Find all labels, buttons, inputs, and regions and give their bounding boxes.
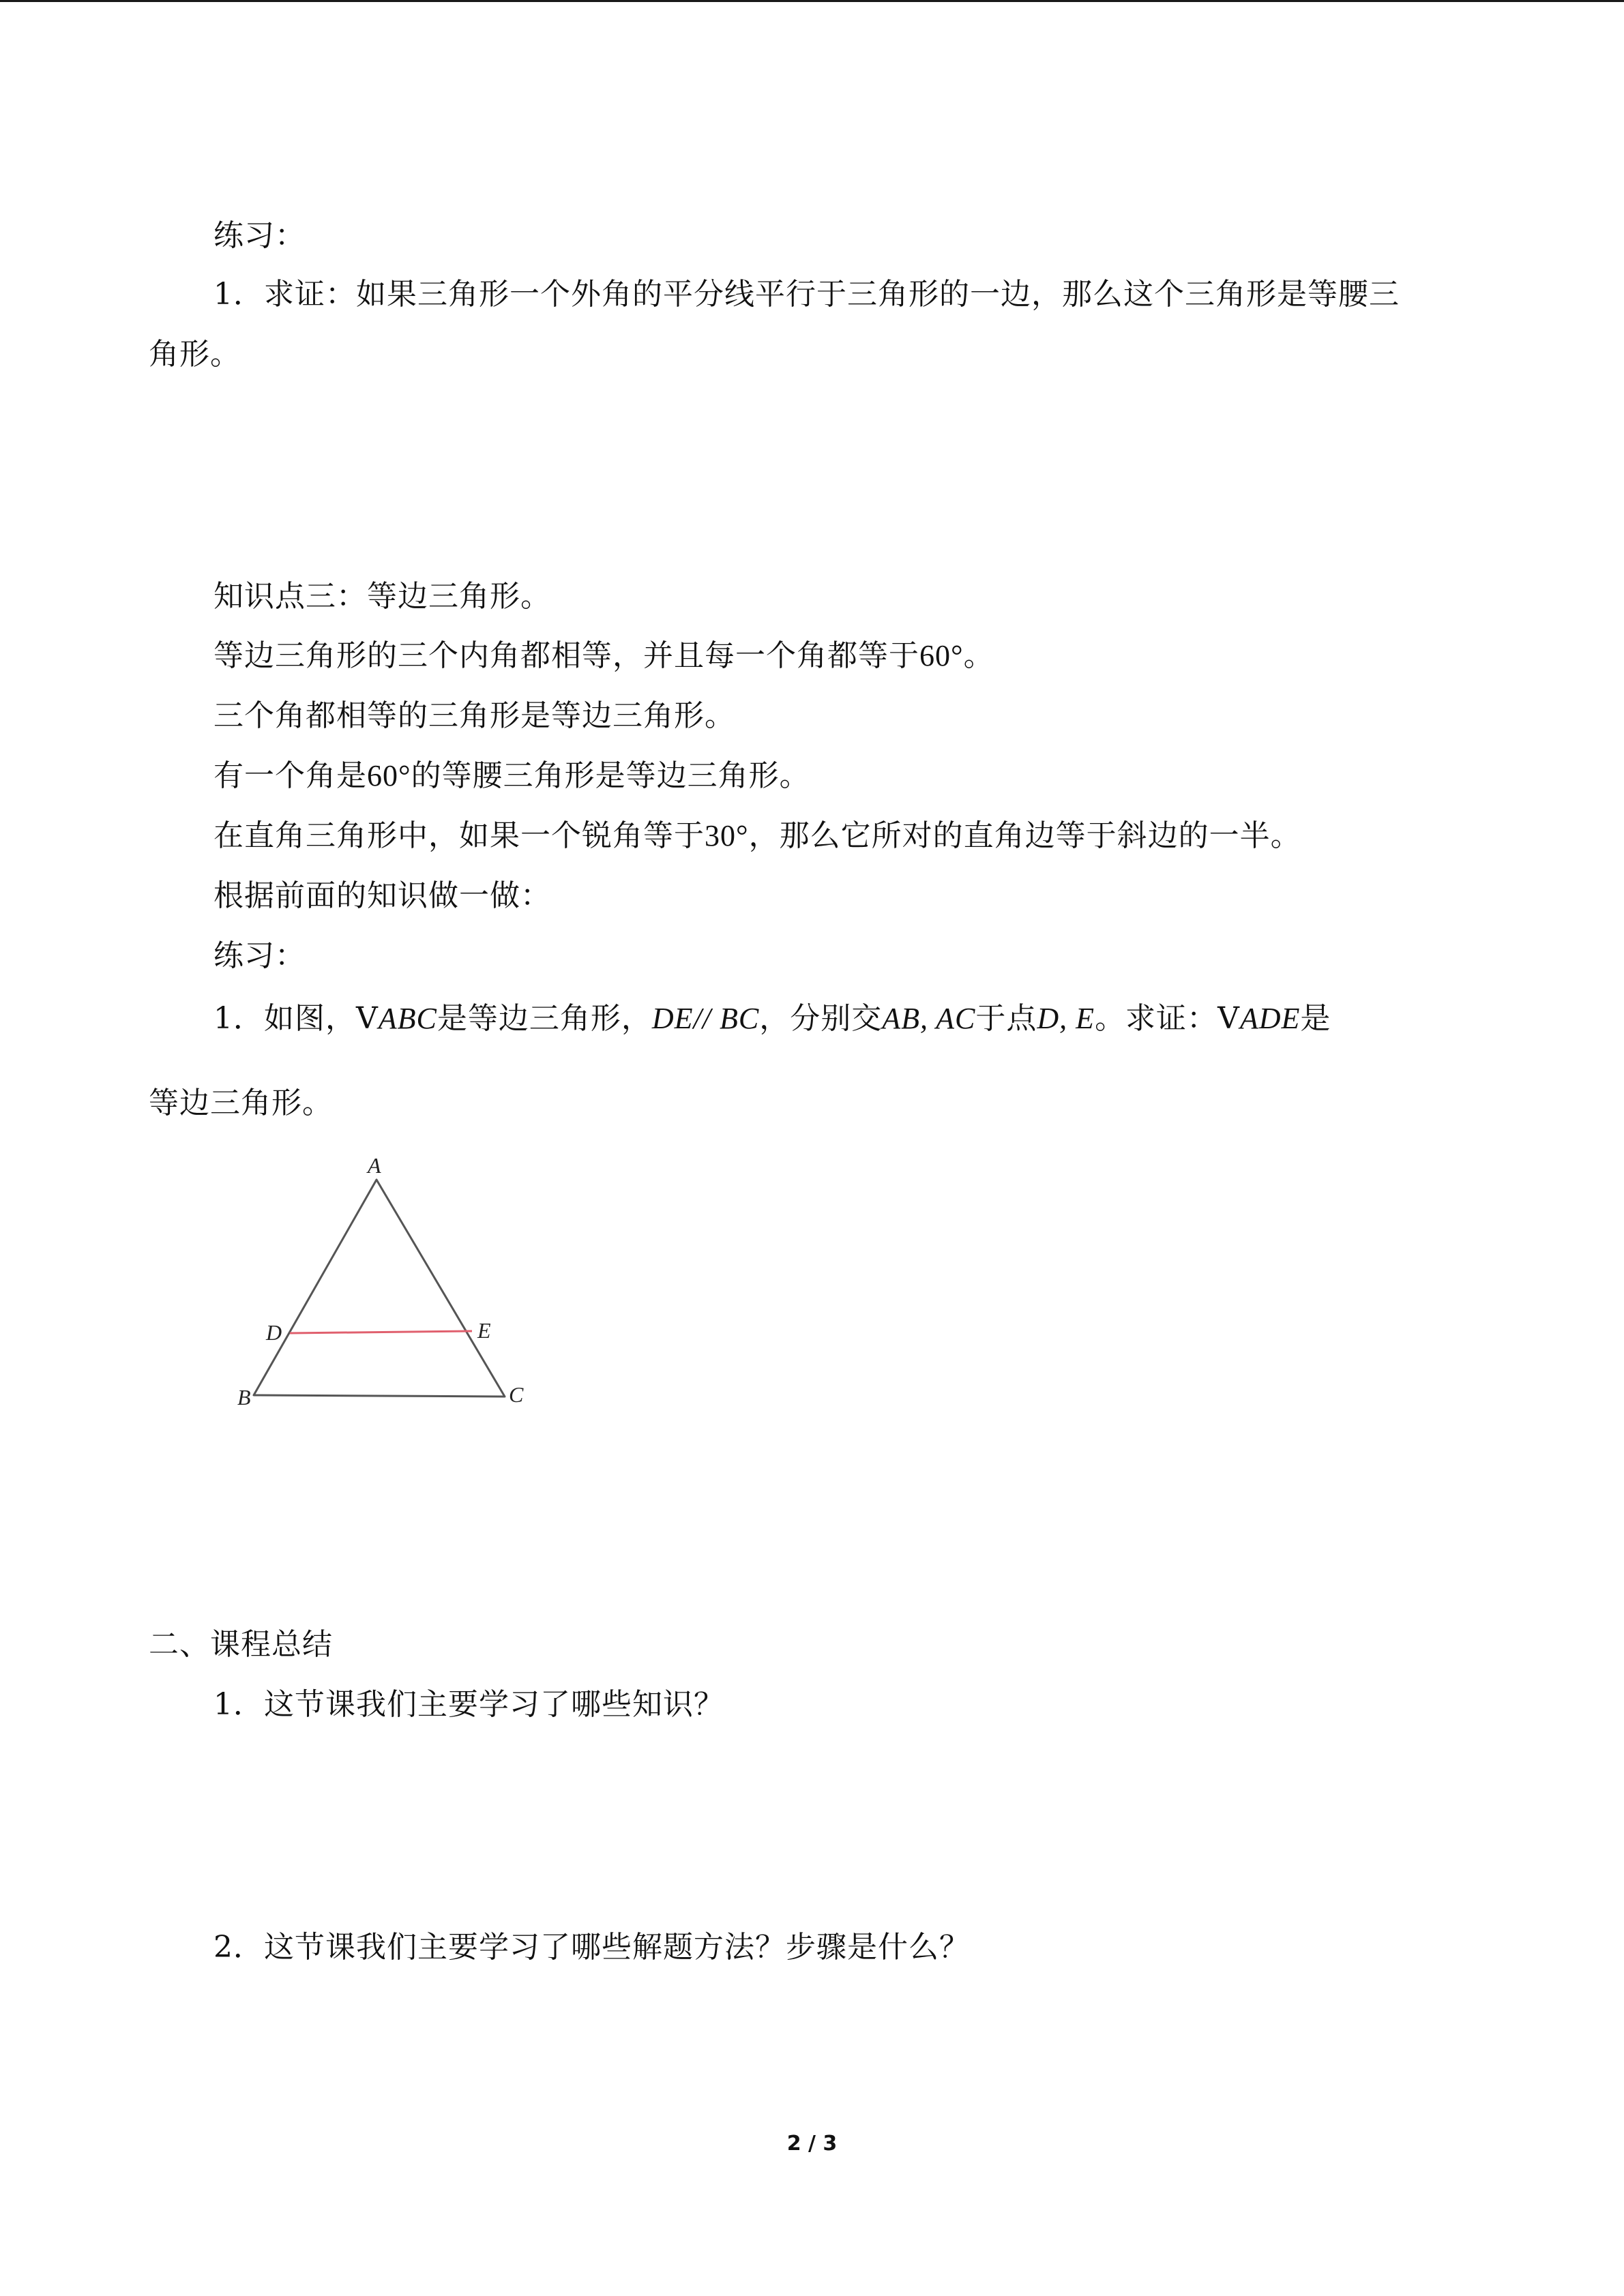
question-prefix: 1．如图， [213,1001,356,1036]
practice-item-1-line-2: 角形。 [149,337,241,372]
summary-question-1: 1．这节课我们主要学习了哪些知识？ [213,1687,724,1722]
practice-item-1-line-1: 1．求证：如果三角形一个外角的平分线平行于三角形的一边，那么这个三角形是等腰三 [213,277,1400,312]
triangle-ade: ADE [1239,1002,1301,1035]
label-c: C [509,1382,524,1407]
triangle-abc: ABC [378,1002,437,1035]
knowledge-paragraph-4-text: 在直角三角形中，如果一个锐角等于 [213,818,705,853]
summary-heading: 二、课程总结 [149,1627,333,1662]
page-top-border [0,0,1624,2]
question-text-3: 于点 [975,1001,1037,1036]
practice-2-heading: 练习： [213,938,306,973]
knowledge-paragraph-4-end: ，那么它所对的直角边等于斜边的一半。 [748,818,1301,853]
angle-60-b: 60° [367,759,411,792]
question-text-2: ，分别交 [759,1001,883,1036]
sides-ab-ac: AB, AC [882,1002,976,1035]
triangle-diagram [225,1152,546,1415]
question-text-4: 。求证： [1095,1001,1218,1036]
summary-question-2: 2．这节课我们主要学习了哪些解题方法？步骤是什么？ [213,1930,970,1965]
knowledge-paragraph-5: 根据前面的知识做一做： [213,878,551,913]
practice-2-question-line-1 [213,998,1331,1039]
knowledge-point-3-heading: 知识点三：等边三角形。 [213,579,551,614]
knowledge-paragraph-1-text: 等边三角形的三个内角都相等，并且每一个角都等于 [213,638,919,673]
knowledge-paragraph-2: 三个角都相等的三角形是等边三角形。 [213,698,735,733]
page-number: 2 / 3 [786,2132,838,2156]
label-b: B [237,1385,251,1410]
question-text-1: 是等边三角形， [437,1001,652,1036]
label-d: D [266,1320,282,1345]
knowledge-paragraph-1 [213,636,994,676]
angle-60-a: 60° [919,639,964,672]
angle-30: 30° [705,819,749,852]
triangle-abc-outline [254,1180,505,1397]
knowledge-paragraph-3-text: 有一个角是 [213,758,367,793]
knowledge-paragraph-1-end: 。 [963,638,994,673]
triangle-symbol-icon: V [1217,1001,1240,1036]
parallel-expression: DE// BC [651,1002,760,1035]
label-e: E [477,1318,491,1343]
triangle-figure [225,1152,546,1415]
segment-de [290,1331,472,1333]
practice-2-question-line-2: 等边三角形。 [149,1086,333,1120]
practice-heading: 练习： [213,218,306,253]
knowledge-paragraph-3 [213,756,810,796]
points-d-e: D, E [1037,1002,1095,1035]
label-a: A [368,1153,381,1178]
triangle-symbol-icon: V [356,1001,379,1036]
question-text-5: 是 [1300,1001,1331,1036]
knowledge-paragraph-3-end: 的等腰三角形是等边三角形。 [411,758,810,793]
knowledge-paragraph-4 [213,816,1301,856]
